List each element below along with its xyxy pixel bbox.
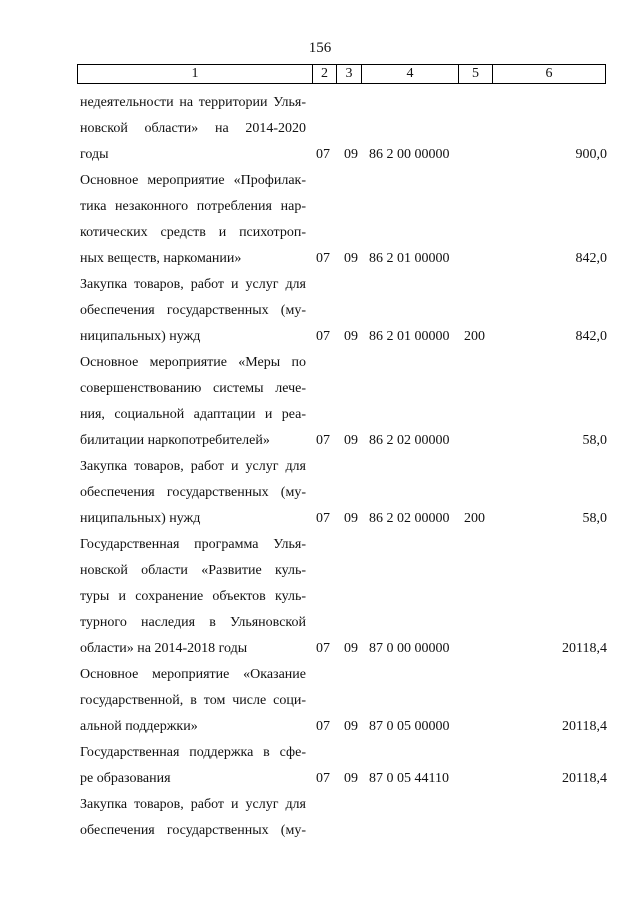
target-article-code: 86 2 01 00000: [369, 329, 450, 344]
description-line: тика незаконного потребления нар-: [80, 199, 306, 214]
table-row: [0, 168, 640, 272]
header-col-5: 5: [459, 65, 493, 84]
header-col-4: 4: [362, 65, 459, 84]
subsection-code: 09: [344, 771, 358, 786]
amount-value: 842,0: [575, 251, 607, 266]
subsection-code: 09: [344, 641, 358, 656]
header-col-6: 6: [493, 65, 606, 84]
description-line: ре образования: [80, 771, 171, 786]
target-article-code: 86 2 01 00000: [369, 251, 450, 266]
section-code: 07: [316, 251, 330, 266]
description-line: ниципальных) нужд: [80, 329, 201, 344]
description-line: Основное мероприятие «Оказание: [80, 667, 306, 682]
description-line: альной поддержки»: [80, 719, 198, 734]
target-article-code: 86 2 02 00000: [369, 433, 450, 448]
description-line: Основное мероприятие «Профилак-: [80, 173, 306, 188]
target-article-code: 86 2 00 00000: [369, 147, 450, 162]
expense-type-code: 200: [464, 511, 485, 526]
amount-value: 58,0: [582, 433, 607, 448]
description-line: ния, социальной адаптации и реа-: [80, 407, 306, 422]
row-description: [80, 792, 306, 844]
header-col-1: 1: [78, 65, 313, 84]
description-line: Закупка товаров, работ и услуг для: [80, 797, 306, 812]
description-line: билитации наркопотребителей»: [80, 433, 270, 448]
subsection-code: 09: [344, 511, 358, 526]
description-line: ных веществ, наркомании»: [80, 251, 242, 266]
header-col-3: 3: [337, 65, 362, 84]
table-row: [0, 662, 640, 740]
description-line: турного наследия в Ульяновской: [80, 615, 306, 630]
section-code: 07: [316, 329, 330, 344]
description-line: Закупка товаров, работ и услуг для: [80, 277, 306, 292]
section-code: 07: [316, 433, 330, 448]
header-col-2: 2: [313, 65, 337, 84]
table-row: [0, 90, 640, 168]
description-line: Закупка товаров, работ и услуг для: [80, 459, 306, 474]
subsection-code: 09: [344, 329, 358, 344]
row-description: [80, 740, 306, 792]
section-code: 07: [316, 511, 330, 526]
row-description: [80, 532, 306, 662]
table-row: [0, 532, 640, 662]
table-row: [0, 350, 640, 454]
amount-value: 20118,4: [562, 771, 607, 786]
subsection-code: 09: [344, 251, 358, 266]
target-article-code: 87 0 05 44110: [369, 771, 449, 786]
table-row: [0, 740, 640, 792]
amount-value: 900,0: [575, 147, 607, 162]
description-line: государственной, в том числе соци-: [80, 693, 306, 708]
description-line: обеспечения государственных (му-: [80, 303, 306, 318]
row-description: [80, 350, 306, 454]
section-code: 07: [316, 641, 330, 656]
description-line: недеятельности на территории Улья-: [80, 95, 306, 110]
row-description: [80, 168, 306, 272]
target-article-code: 86 2 02 00000: [369, 511, 450, 526]
description-line: Государственная поддержка в сфе-: [80, 745, 306, 760]
amount-value: 842,0: [575, 329, 607, 344]
table-row: [0, 454, 640, 532]
description-line: обеспечения государственных (му-: [80, 485, 306, 500]
amount-value: 58,0: [582, 511, 607, 526]
description-line: области» на 2014-2018 годы: [80, 641, 248, 656]
description-line: котических средств и психотроп-: [80, 225, 306, 240]
subsection-code: 09: [344, 433, 358, 448]
table-header: [77, 64, 606, 84]
amount-value: 20118,4: [562, 719, 607, 734]
subsection-code: 09: [344, 147, 358, 162]
description-line: обеспечения государственных (му-: [80, 823, 306, 838]
description-line: совершенствованию системы лече-: [80, 381, 306, 396]
section-code: 07: [316, 147, 330, 162]
subsection-code: 09: [344, 719, 358, 734]
description-line: новской области» на 2014-2020: [80, 121, 306, 136]
description-line: новской области «Развитие куль-: [80, 563, 306, 578]
table-row: [0, 272, 640, 350]
section-code: 07: [316, 771, 330, 786]
section-code: 07: [316, 719, 330, 734]
amount-value: 20118,4: [562, 641, 607, 656]
expense-type-code: 200: [464, 329, 485, 344]
description-line: годы: [80, 147, 109, 162]
table-row: [0, 792, 640, 844]
description-line: Основное мероприятие «Меры по: [80, 355, 306, 370]
target-article-code: 87 0 05 00000: [369, 719, 450, 734]
row-description: [80, 272, 306, 350]
description-line: ниципальных) нужд: [80, 511, 201, 526]
page-number: 156: [308, 40, 332, 56]
row-description: [80, 454, 306, 532]
target-article-code: 87 0 00 00000: [369, 641, 450, 656]
description-line: Государственная программа Улья-: [80, 537, 306, 552]
description-line: туры и сохранение объектов куль-: [80, 589, 306, 604]
row-description: [80, 662, 306, 740]
row-description: [80, 90, 306, 168]
